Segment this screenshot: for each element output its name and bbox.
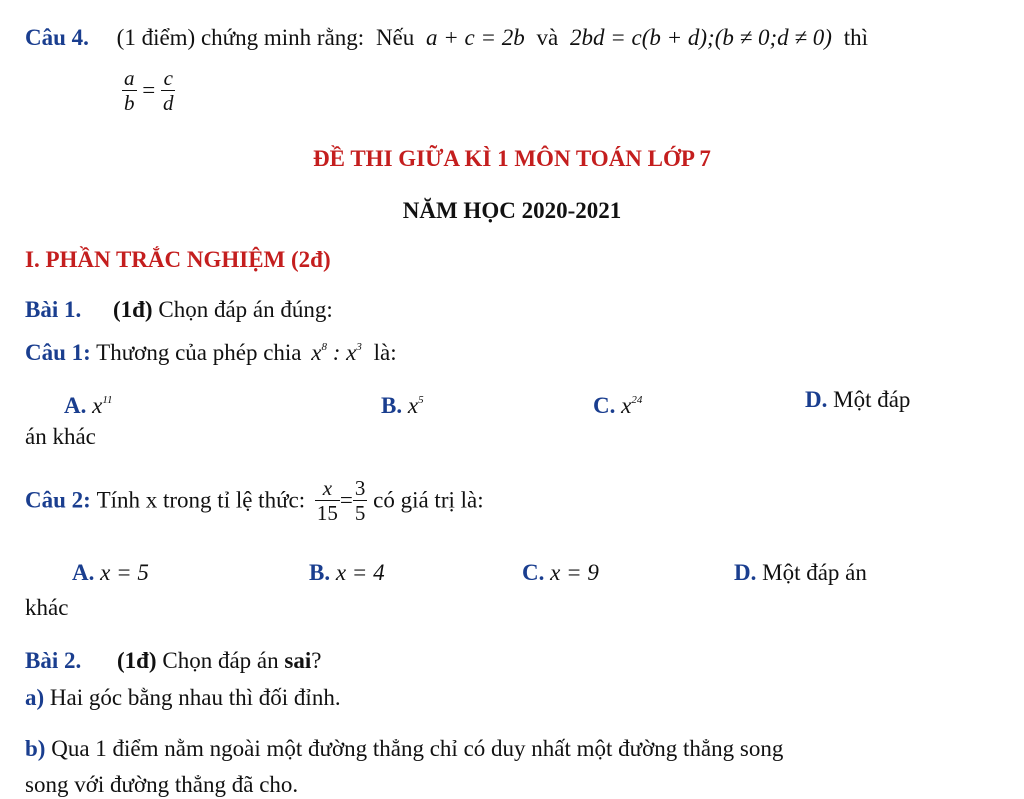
question-1-option-b: B. $x^5$ <box>381 393 424 418</box>
question-2-option-d: D. Một đáp án <box>734 560 867 585</box>
fraction-x-over-15: $\frac{x}{15}$ <box>316 476 338 525</box>
exercise-1-label: Bài 1. <box>25 297 82 322</box>
exam-title: ĐỀ THI GIỮA KÌ 1 MÔN TOÁN LỚP 7 <box>313 146 711 171</box>
exam-year: NĂM HỌC 2020-2021 <box>402 198 622 223</box>
question-1-suffix: là: <box>373 340 397 365</box>
question-2-line <box>25 476 484 525</box>
exercise-1-points: (1đ) <box>112 297 153 322</box>
question-2-option-a: A. x = 5 <box>72 560 149 585</box>
statement-b: b) Qua 1 điểm nằm ngoài một đường thẳng chỉ có duy nhất một đường thẳng song <box>25 736 784 761</box>
question-4-label: Câu 4. <box>25 25 89 50</box>
question-4-condition-2: 2bd = c(b + d);(b ≠ 0;d ≠ 0) <box>569 25 832 50</box>
exercise-1-header <box>25 296 333 324</box>
equals-sign: = <box>142 77 156 103</box>
question-4-and: và <box>536 25 559 50</box>
statement-b-continued: song với đường thẳng đã cho. <box>25 772 299 797</box>
fraction-a-over-b: $\frac{a}{b}$ <box>124 66 135 115</box>
question-2-option-d-continued: khác <box>25 595 69 620</box>
section-heading: I. PHẦN TRẮC NGHIỆM (2đ) <box>25 247 331 272</box>
fraction-c-over-d: $\frac{c}{d}$ <box>162 66 174 115</box>
exercise-2-header <box>25 647 321 675</box>
question-2-option-c: C. x = 9 <box>522 560 599 585</box>
question-4-then: thì <box>843 25 868 50</box>
question-4-line <box>25 24 868 52</box>
question-1-option-d: D. Một đáp <box>805 387 911 412</box>
equals-sign: = <box>339 487 353 513</box>
exercise-1-instruction: Chọn đáp án đúng: <box>158 297 333 322</box>
fraction-3-over-5: $\frac{3}{5}$ <box>354 476 366 525</box>
question-2-text: Tính x trong tỉ lệ thức: <box>96 487 306 513</box>
question-1-option-a: A. $x^{11}$ <box>64 393 113 418</box>
exercise-2-points: (1đ) <box>116 648 157 673</box>
question-1-expression: $x^8$ : $x^3$ <box>311 340 362 365</box>
question-4-condition-1: a + c = 2b <box>426 25 525 50</box>
question-2-label: Câu 2: <box>25 487 91 513</box>
question-1-line <box>25 333 397 367</box>
question-4-conclusion <box>122 66 175 115</box>
exercise-2-label: Bài 2. <box>25 648 82 673</box>
statement-a: a) Hai góc bằng nhau thì đối đỉnh. <box>25 685 341 710</box>
exercise-2-instruction: Chọn đáp án sai? <box>162 648 322 673</box>
question-4-if: Nếu <box>375 25 415 50</box>
question-1-option-d-continued: án khác <box>25 424 96 449</box>
question-1-label: Câu 1: <box>25 340 91 365</box>
question-2-suffix: có giá trị là: <box>373 487 484 513</box>
question-4-points: (1 điểm) chứng minh rằng: <box>116 25 365 50</box>
question-2-option-b: B. x = 4 <box>309 560 385 585</box>
question-1-option-c: C. $x^{24}$ <box>593 393 643 418</box>
question-1-text: Thương của phép chia <box>96 340 302 365</box>
